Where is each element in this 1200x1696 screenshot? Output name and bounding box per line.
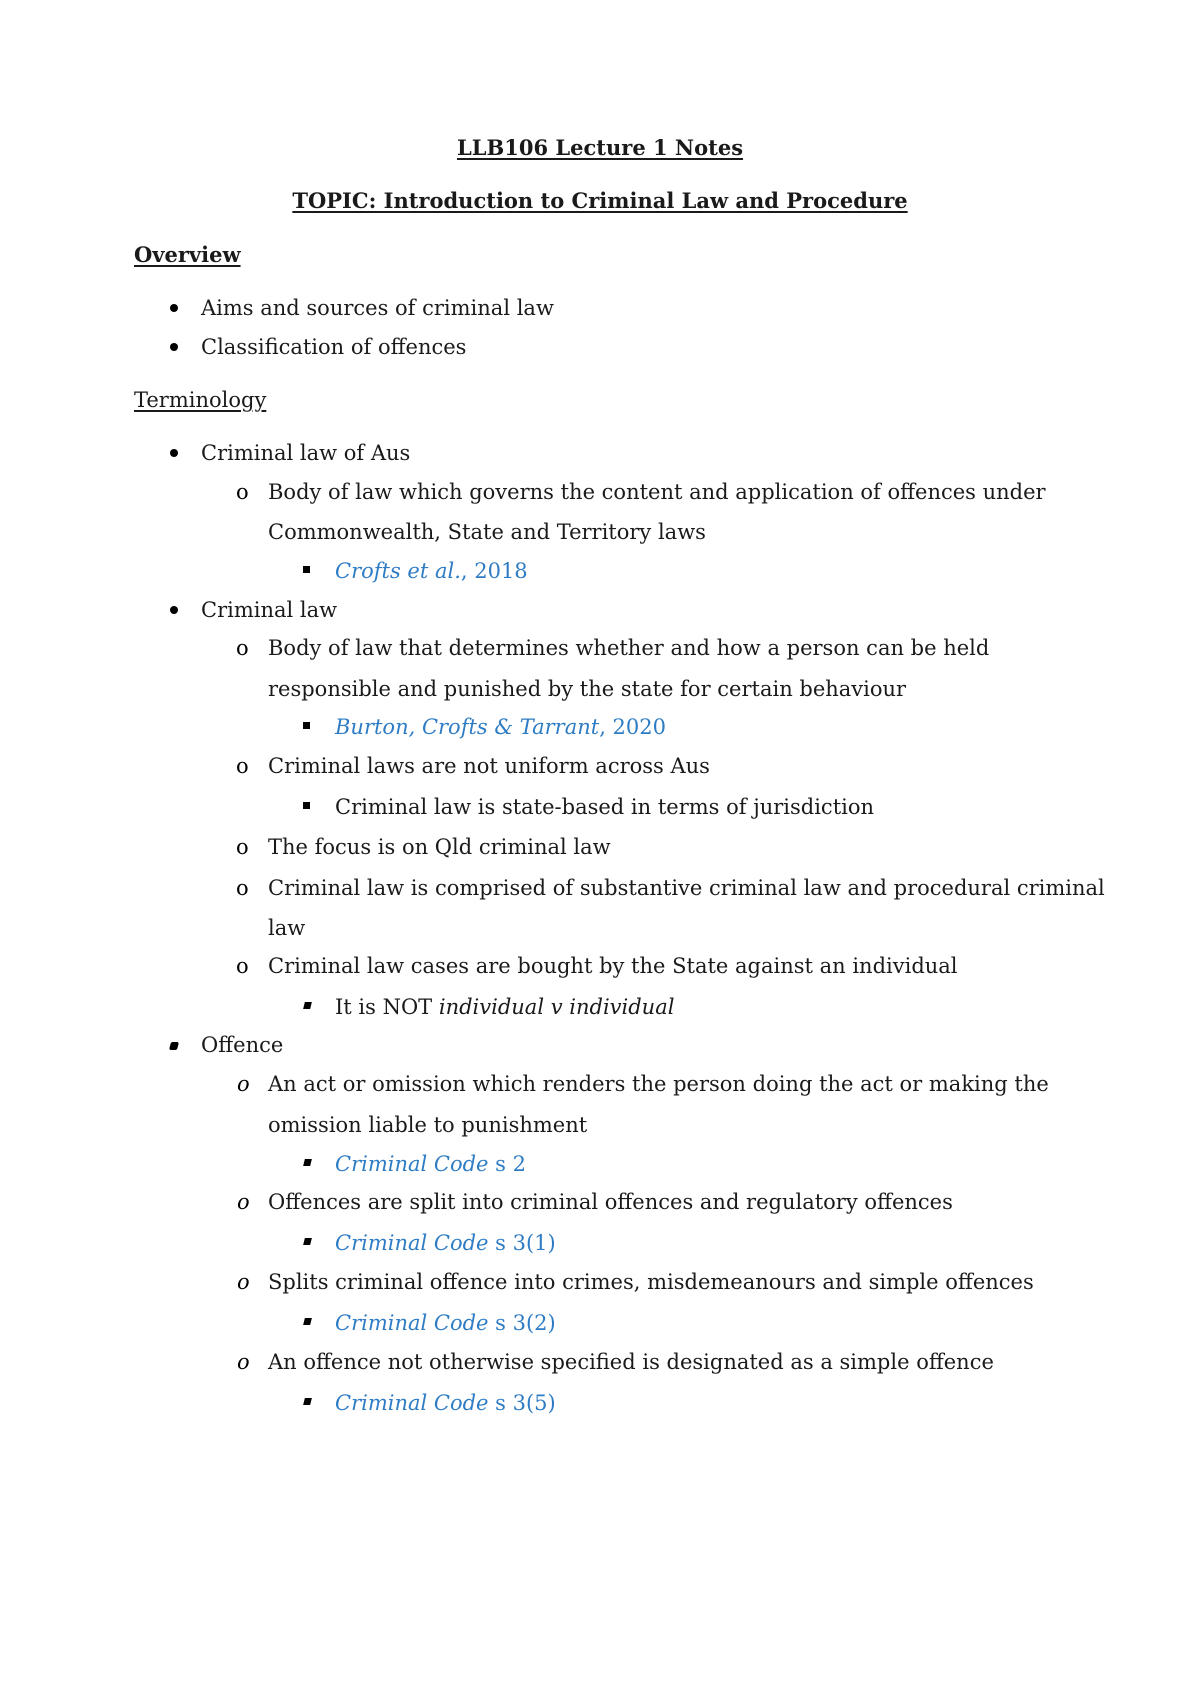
citation: Criminal Code s 2 — [335, 1152, 526, 1176]
circle-bullet-icon: o — [236, 954, 249, 978]
definition-line: responsible and punished by the state for certain behaviour — [268, 677, 907, 701]
square-bullet-icon — [303, 1398, 312, 1405]
note-line: An offence not otherwise specified is designated as a simple offence — [268, 1350, 994, 1374]
circle-bullet-icon: o — [236, 480, 249, 504]
citation: Burton, Crofts & Tarrant, 2020 — [335, 715, 666, 739]
circle-bullet-icon: o — [237, 1270, 250, 1294]
overview-item: Aims and sources of criminal law — [201, 296, 554, 320]
circle-bullet-icon: o — [237, 1350, 250, 1374]
note-line: The focus is on Qld criminal law — [268, 835, 611, 859]
note-line: Criminal law is comprised of substantive criminal law and procedural criminal — [268, 876, 1105, 900]
bullet-icon — [170, 304, 178, 312]
note-line: Criminal law cases are bought by the State against an individual — [268, 954, 958, 978]
circle-bullet-icon: o — [237, 1072, 250, 1096]
definition-line: Body of law which governs the content and application of offences under — [268, 480, 1046, 504]
definition-line: An act or omission which renders the person doing the act or making the — [268, 1072, 1049, 1096]
square-bullet-icon — [303, 566, 310, 573]
citation: Crofts et al., 2018 — [335, 559, 528, 583]
note-line: Offences are split into criminal offences and regulatory offences — [268, 1190, 953, 1214]
square-bullet-icon — [303, 1159, 312, 1166]
note-line: Splits criminal offence into crimes, misdemeanours and simple offences — [268, 1270, 1034, 1294]
term-label: Criminal law — [201, 598, 338, 622]
circle-bullet-icon: o — [236, 636, 249, 660]
overview-heading: Overview — [134, 242, 241, 267]
circle-bullet-icon: o — [236, 876, 249, 900]
note-line: Criminal law is state-based in terms of jurisdiction — [335, 795, 875, 819]
note-line: It is NOT individual v individual — [335, 995, 675, 1019]
circle-bullet-icon: o — [236, 835, 249, 859]
square-bullet-icon — [303, 802, 310, 809]
bullet-icon — [170, 449, 178, 457]
citation: Criminal Code s 3(5) — [335, 1391, 556, 1415]
citation: Criminal Code s 3(2) — [335, 1311, 556, 1335]
bullet-icon — [170, 606, 178, 614]
definition-line: Body of law that determines whether and how a person can be held — [268, 636, 990, 660]
bullet-icon — [170, 343, 178, 351]
square-bullet-icon — [303, 1238, 312, 1245]
terminology-heading: Terminology — [134, 388, 267, 412]
term-label: Criminal law of Aus — [201, 441, 411, 465]
citation: Criminal Code s 3(1) — [335, 1231, 556, 1255]
topic-heading: TOPIC: Introduction to Criminal Law and Procedure — [292, 188, 908, 213]
definition-line: omission liable to punishment — [268, 1113, 588, 1137]
definition-line: Commonwealth, State and Territory laws — [268, 520, 706, 544]
note-line: law — [268, 916, 306, 940]
square-bullet-icon — [303, 1002, 312, 1009]
document-title: LLB106 Lecture 1 Notes — [456, 135, 744, 160]
circle-bullet-icon: o — [237, 1190, 250, 1214]
circle-bullet-icon: o — [236, 754, 249, 778]
square-bullet-icon — [303, 1318, 312, 1325]
square-bullet-icon — [303, 722, 310, 729]
bullet-icon — [169, 1042, 179, 1050]
overview-item: Classification of offences — [201, 335, 467, 359]
term-label: Offence — [201, 1033, 284, 1057]
note-line: Criminal laws are not uniform across Aus — [268, 754, 710, 778]
